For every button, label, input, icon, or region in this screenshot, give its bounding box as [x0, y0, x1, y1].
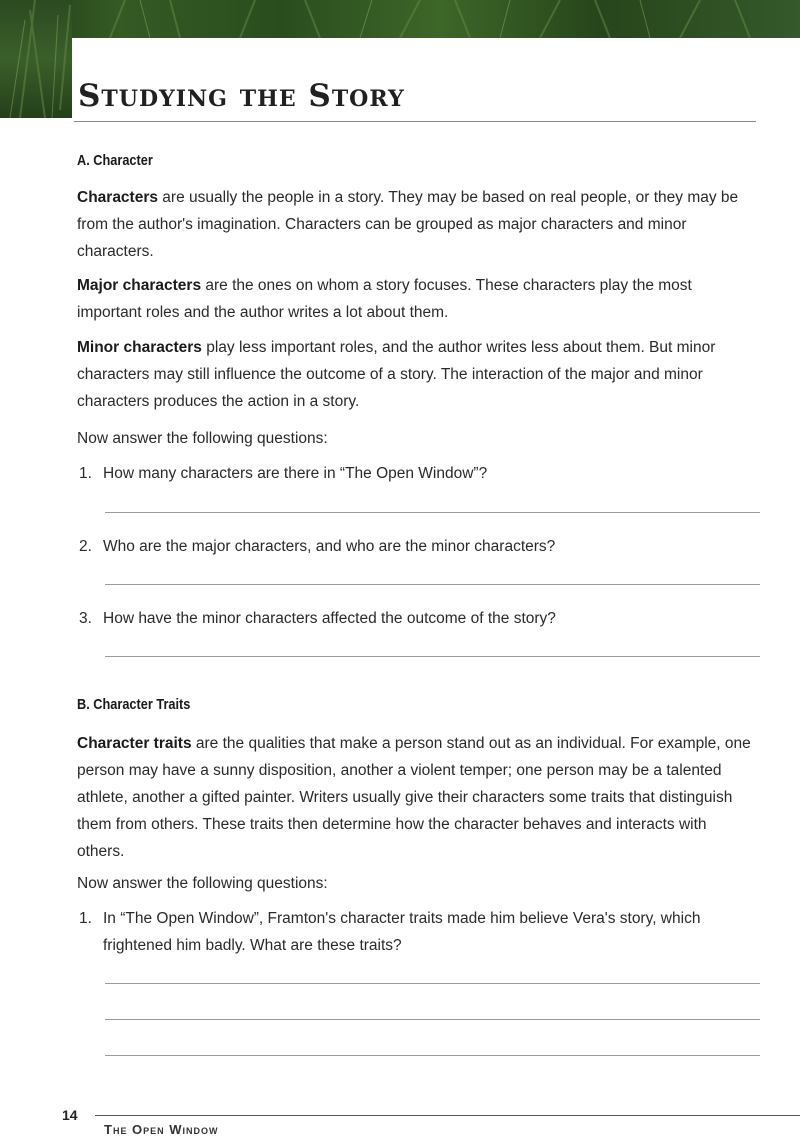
question-a3 — [79, 605, 749, 632]
question-text: How many characters are there in “The Open Window”? — [103, 465, 488, 482]
question-b1 — [79, 905, 749, 959]
section-a-heading: A. Character — [77, 152, 153, 169]
question-number: 1. — [79, 465, 92, 482]
term-character-traits: Character traits — [77, 735, 192, 752]
character-traits-definition-text: are the qualities that make a person stand out as an individual. For example, one person may have a sunny disposition, another a violent temper; one person may be a talented athlete, another a gifted painter. Writers usually give their characters some traits that distinguish them from others. These traits then determine how the character behaves and interacts with others. — [77, 735, 751, 860]
question-number: 1. — [79, 910, 92, 927]
question-number: 3. — [79, 610, 92, 627]
footer-divider — [95, 1115, 800, 1116]
question-text: Who are the major characters, and who are the minor characters? — [103, 538, 556, 555]
question-number: 2. — [79, 538, 92, 555]
section-b-heading: B. Character Traits — [77, 696, 191, 713]
term-minor-characters: Minor characters — [77, 339, 202, 356]
answer-line-b1-3[interactable] — [105, 1055, 760, 1056]
section-b-prompt: Now answer the following questions: — [77, 875, 328, 892]
answer-line-b1-2[interactable] — [105, 1019, 760, 1020]
footer-book-title: The Open Window — [104, 1122, 219, 1137]
term-characters: Characters — [77, 189, 158, 206]
question-text: In “The Open Window”, Framton's character traits made him believe Vera's story, which frightened him badly. What are these traits? — [103, 910, 701, 954]
answer-line-a2[interactable] — [105, 584, 760, 585]
characters-definition-text: are usually the people in a story. They may be based on real people, or they may be from the author's imagination. Characters can be grouped as major characters and minor characters. — [77, 189, 739, 260]
title-divider — [74, 121, 756, 122]
question-text: How have the minor characters affected the outcome of the story? — [103, 610, 556, 627]
characters-definition — [77, 184, 757, 265]
page-number: 14 — [62, 1107, 78, 1123]
question-a2 — [79, 533, 749, 560]
page-title: Studying the Story — [78, 78, 405, 114]
section-a-prompt: Now answer the following questions: — [77, 430, 328, 447]
answer-line-a1[interactable] — [105, 512, 760, 513]
minor-characters-definition — [77, 334, 757, 415]
answer-line-b1-1[interactable] — [105, 983, 760, 984]
character-traits-definition — [77, 730, 757, 865]
major-characters-definition-text: are the ones on whom a story focuses. These characters play the most important roles and the author writes a lot about them. — [77, 277, 692, 321]
question-a1 — [79, 460, 749, 487]
major-characters-definition — [77, 272, 757, 326]
term-major-characters: Major characters — [77, 277, 202, 294]
answer-line-a3[interactable] — [105, 656, 760, 657]
minor-characters-definition-text: play less important roles, and the author writes less about them. But minor characters may still influence the outcome of a story. The interaction of the major and minor characters produces the action in a story. — [77, 339, 716, 410]
